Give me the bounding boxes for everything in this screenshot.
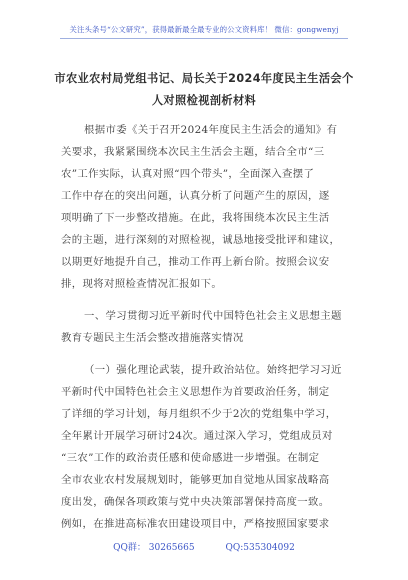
body-line-13: “三农”工作的政治责任感和使命感进一步增强。在制定: [61, 452, 320, 464]
footer-qq-number: QQ:535304092: [225, 543, 295, 553]
body-line-9: （一）强化理论武装，提升政治站位。始终把学习习近: [84, 364, 342, 376]
body-line-8: 排，现将对照检查情况汇报如下。: [61, 278, 223, 290]
body-line-16: 例如，在推进高标准农田建设项目中，严格按照国家要求: [61, 518, 330, 530]
body-line-14: 全市农业农村发展规划时，能够更加自觉地从国家战略高: [61, 474, 330, 486]
body-line-6: 会的主题，进行深刻的对照检视，诚恳地接受批评和建议，: [61, 234, 341, 246]
section-heading-line-2: 教育专题民主生活会整改措施落实情况: [61, 332, 244, 344]
header-banner: 关注头条号“公文研究”，获得最新最全最专业的公文资料库！ 微信：gongwenyj: [69, 25, 339, 34]
footer-qq-group: QQ群： 30265665: [113, 543, 195, 553]
body-line-12: 全年累计开展学习研讨24次。通过深入学习，党组成员对: [61, 430, 333, 442]
body-line-2: 关要求，我紧紧围绕本次民主生活会主题，结合全市“三: [61, 146, 325, 158]
document-title-line-2: 人对照检视剖析材料: [151, 94, 257, 107]
body-line-4: 工作中存在的突出问题，认真分析了问题产生的原因，逐: [61, 190, 330, 202]
body-line-7: 以期更好地提升自己，推动工作再上新台阶。按照会议安: [61, 256, 330, 268]
section-heading-line-1: 一、学习贯彻习近平新时代中国特色社会主义思想主题: [84, 310, 342, 322]
body-line-11: 了详细的学习计划，每月组织不少于2次的党组集中学习，: [61, 408, 337, 420]
body-line-1: 根据市委《关于召开2024年度民主生活会的通知》有: [84, 124, 338, 136]
body-line-3: 农”工作实际，认真对照“四个带头”，全面深入查摆了: [61, 168, 315, 180]
body-line-15: 度出发，确保各项政策与党中央决策部署保持高度一致。: [61, 496, 330, 508]
header-divider: [60, 38, 348, 39]
body-line-10: 平新时代中国特色社会主义思想作为首要政治任务，制定: [61, 386, 330, 398]
body-line-5: 项明确了下一步整改措施。在此，我将围绕本次民主生活: [61, 212, 330, 224]
footer-contact: [0, 540, 408, 553]
document-title-line-1: 市农业农村局党组书记、局长关于2024年度民主生活会个: [54, 72, 354, 85]
